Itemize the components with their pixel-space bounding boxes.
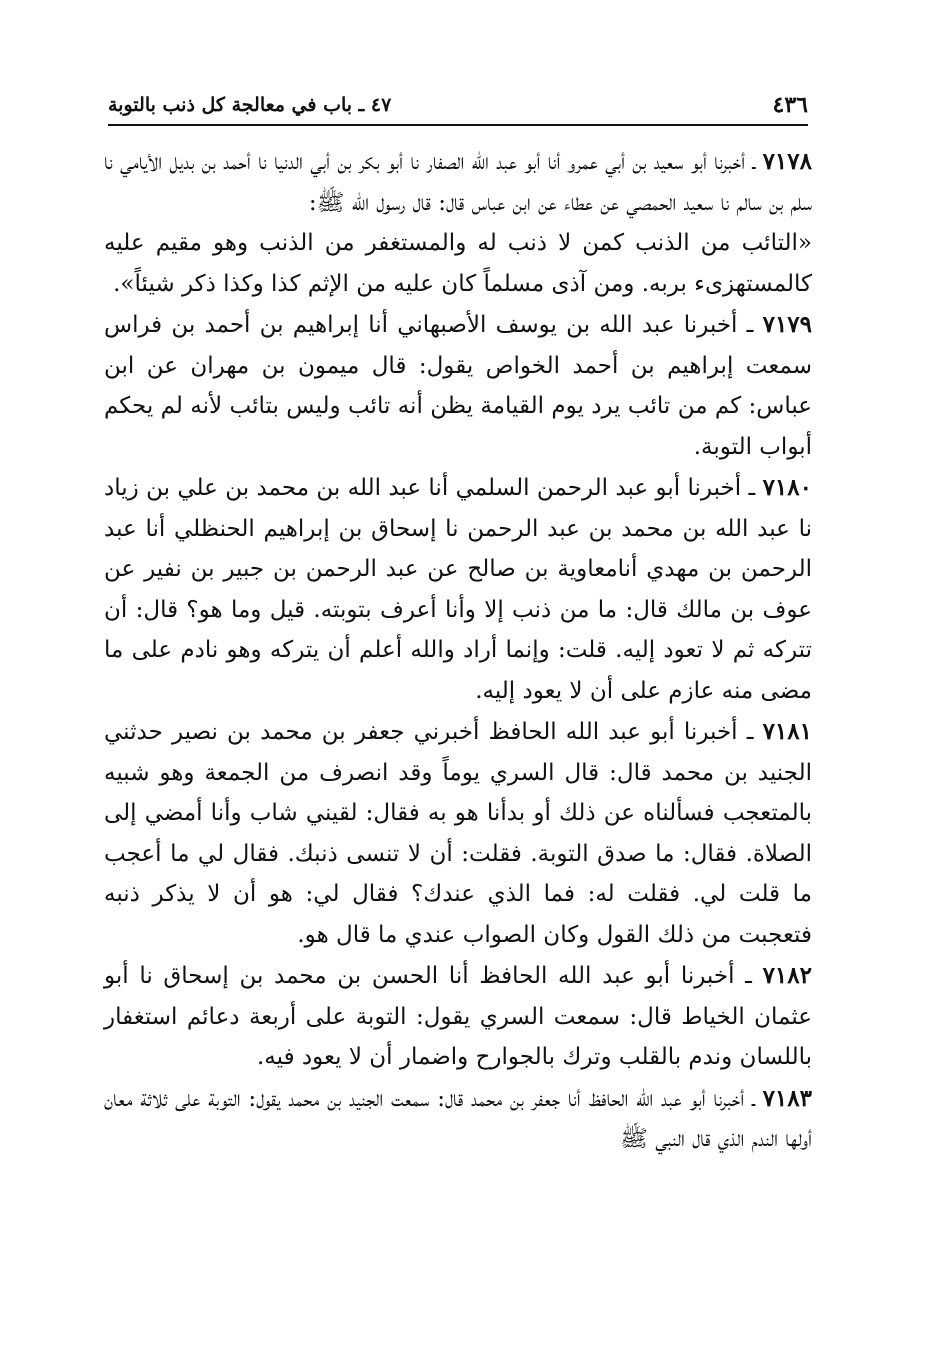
hadith-number: ٧١٧٩ [762, 311, 813, 338]
chapter-title: ٤٧ ـ باب في معالجة كل ذنب بالتوبة [108, 94, 392, 116]
hadith-number: ٧١٧٨ [762, 148, 812, 175]
running-header [108, 90, 808, 122]
header-rule [108, 124, 808, 126]
hadith-number: ٧١٨٣ [762, 1084, 812, 1112]
hadith-text: ـ أخبرنا أبو عبد الله الحافظ أنا جعفر بن محمد قال: سمعت الجنيد بن محمد يقول: التوبة على ثلاثة معان أولها الندم الذي قال النبي ﷺ [104, 1085, 812, 1152]
hadith-entry [104, 305, 812, 468]
hadith-entry [104, 1079, 812, 1161]
hadith-text: ـ أخبرنا عبد الله بن يوسف الأصبهاني أنا إبراهيم بن أحمد بن فراس سمعت إبراهيم بن أحمد الخواص يقول: قال ميمون بن مهران عن ابن عباس: كم من تائب يرد يوم القيامة يظن أنه تائب وليس بتائب لأنه لم يحكم أبواب التوبة. [104, 312, 812, 460]
hadith-entry [104, 956, 812, 1079]
hadith-entry [104, 468, 812, 712]
hadith-number: ٧١٨١ [762, 718, 812, 745]
page-number: ٤٣٦ [772, 92, 808, 118]
hadith-number: ٧١٨٠ [762, 474, 812, 501]
hadith-entry [104, 712, 812, 956]
hadith-text: ـ أخبرنا أبو سعيد بن أبي عمرو أنا أبو عبد الله الصفار نا أبو بكر بن أبي الدنيا نا أحمد بن بديل الأيامي نا سلم بن سالم نا سعيد الحمصي عن عطاء عن ابن عباس قال: قال رسول الله ﷺ: [104, 149, 812, 216]
hadith-text: ـ أخبرنا أبو عبد الله الحافظ أخبرني جعفر بن محمد بن نصير حدثني الجنيد بن محمد قال: قال السري يوماً وقد انصرف من الجمعة وهو شبيه بالمتعجب فسألناه عن ذلك أو بدأنا هو به فقال: لقيني شاب وأنا أمضي إلى الصلاة. فقال: ما صدق التوبة. فقلت: أن لا تنسى ذنبك. فقال لي ما أعجب ما قلت لي. فقلت له: فما الذي عندك؟ فقال لي: هو أن لا يذكر ذنبه فتعجبت من ذلك القول وكان الصواب عندي ما قال هو. [104, 719, 812, 948]
hadith-number: ٧١٨٢ [762, 962, 812, 989]
page-body [104, 142, 812, 1161]
hadith-quote: «التائب من الذنب كمن لا ذنب له والمستغفر من الذنب وهو مقيم عليه كالمستهزىء بربه. ومن آذى مسلماً كان عليه من الإثم كذا وكذا ذكر شيئاً». [104, 230, 812, 297]
hadith-text: ـ أخبرنا أبو عبد الله الحافظ أنا الحسن بن محمد بن إسحاق نا أبو عثمان الخياط قال: سمعت السري يقول: التوبة على أربعة دعائم استغفار باللسان وندم بالقلب وترك بالجوارح واضمار أن لا يعود فيه. [104, 963, 812, 1070]
hadith-entry [104, 142, 812, 305]
hadith-text: ـ أخبرنا أبو عبد الرحمن السلمي أنا عبد الله بن محمد بن علي بن زياد نا عبد الله بن محمد بن عبد الرحمن نا إسحاق بن إبراهيم الحنظلي أنا عبد الرحمن بن مهدي أنامعاوية بن صالح عن عبد الرحمن بن جبير بن نفير عن عوف بن مالك قال: ما من ذنب إلا وأنا أعرف بتوبته. قيل وما هو؟ قال: أن تتركه ثم لا تعود إليه. قلت: وإنما أراد والله أعلم أن يتركه وهو نادم على ما مضى منه عازم على أن لا يعود إليه. [104, 475, 812, 704]
